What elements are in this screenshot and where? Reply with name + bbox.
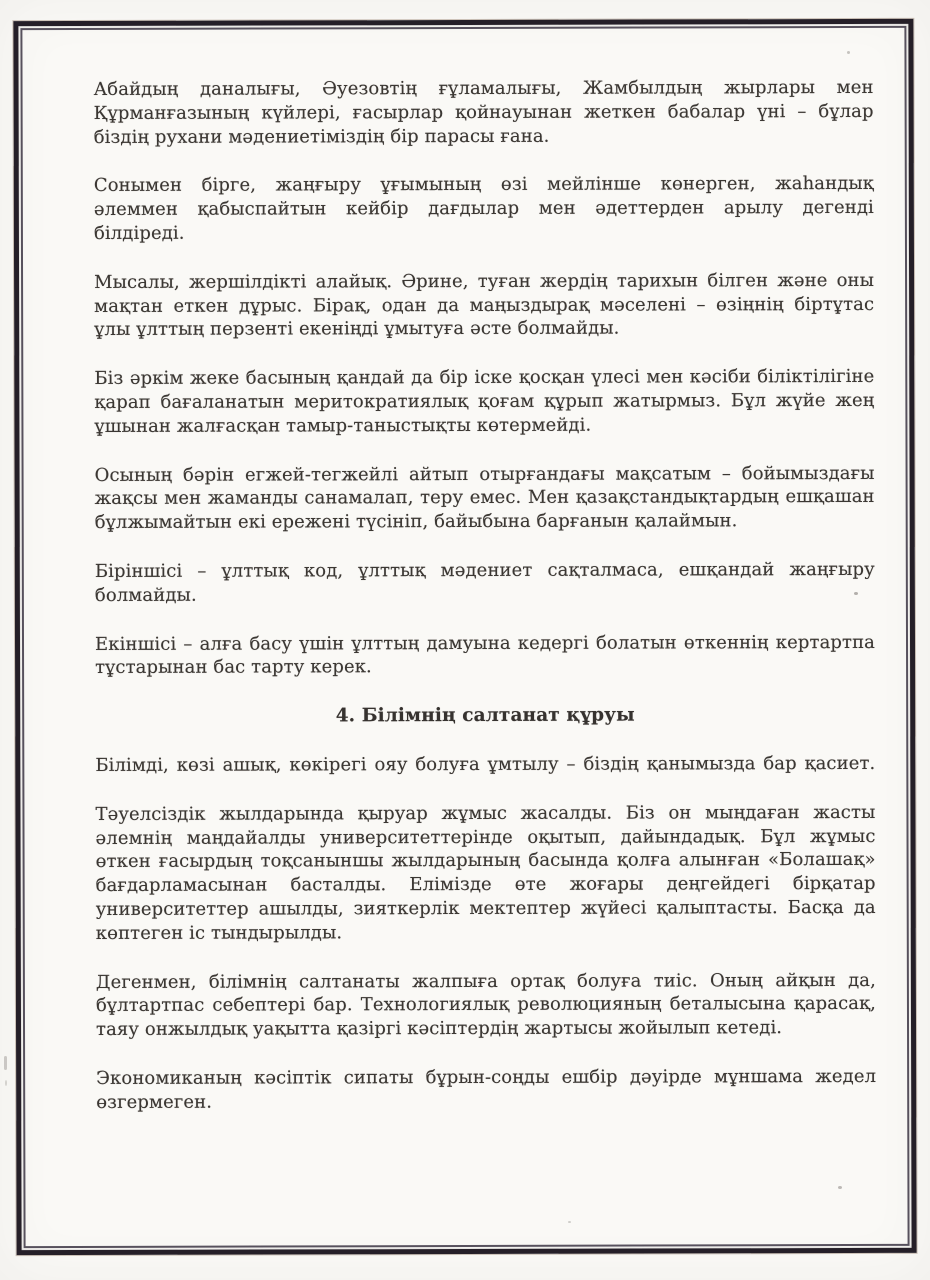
text-line: Құрманғазының күйлері, ғасырлар қойнауынан жеткен бабалар үні – бұлар <box>93 100 874 124</box>
text-line: Мысалы, жершілдікті алайық. Әрине, туған жердің тарихын білген және оны <box>94 269 875 293</box>
text-line: Тәуелсіздік жылдарында қыруар жұмыс жасалды. Біз он мыңдаған жасты <box>95 801 876 825</box>
text-line: Екіншісі – алға басу үшін ұлттың дамуына кедергі болатын өткеннің кертартпа <box>94 631 876 655</box>
text-line: Біріншісі – ұлттық код, ұлттық мәдениет сақталмаса, ешқандай жаңғыру <box>94 558 875 582</box>
text-line: бағдарламасынан басталды. Елімізде өте жоғары деңгейдегі бірқатар <box>95 873 876 897</box>
text-line: мақтан еткен дұрыс. Бірақ, одан да маңыздырақ мәселені – өзіңнің біртұтас <box>94 293 875 317</box>
text-line: көптеген іс тындырылды. <box>95 922 343 944</box>
paragraph <box>94 365 874 438</box>
text-line: университеттер ашылды, зияткерлік мектептер жүйесі қалыптасты. Басқа да <box>95 896 876 920</box>
text-line: бұлжымайтын екі ережені түсініп, байыбына барғанын қалаймын. <box>94 510 738 534</box>
text-line: әлеммен қабыспайтын кейбір дағдылар мен әдеттерден арылу дегенді <box>93 197 874 221</box>
text-line: өзгермеген. <box>96 1091 213 1113</box>
text-line: өткен ғасырдың тоқсаныншы жылдарының басында қолға алынған «Болашақ» <box>95 849 876 873</box>
paragraph <box>95 801 875 946</box>
paragraph <box>95 461 875 534</box>
text-line: таяу онжылдық уақытта қазіргі кәсіптердің жартысы жойылып кетеді. <box>95 1017 783 1041</box>
section-heading: 4. Білімнің салтанат құруы <box>335 704 635 727</box>
paragraph <box>94 76 874 149</box>
text-line: білдіреді. <box>93 222 185 244</box>
text-line: Білімді, көзі ашық, көкірегі ояу болуға ұмтылу – біздің қанымызда бар қасиет. <box>95 752 876 776</box>
text-line: Біз әркім жеке басының қандай да бір іске қосқан үлесі мен кәсіби біліктілігіне <box>94 366 875 390</box>
text-line: Дегенмен, білімнің салтанаты жалпыға ортақ болуға тиіс. Оның айқын да, <box>95 969 876 993</box>
document-text-block <box>94 76 877 1140</box>
paragraph <box>95 752 875 778</box>
paragraph <box>94 172 874 245</box>
text-line: қарап бағаланатын меритократиялық қоғам құрып жатырмыз. Бұл жүйе жең <box>94 389 875 413</box>
text-line: жақсы мен жаманды санамалап, теру емес. Мен қазақстандықтардың ешқашан <box>94 486 875 510</box>
text-line: Сонымен бірге, жаңғыру ұғымының өзі мейлінше көнерген, жаһандық <box>93 173 874 197</box>
paragraph <box>95 630 875 680</box>
text-line: Экономиканың кәсіптік сипаты бұрын-соңды ешбір дәуірде мұншама жедел <box>96 1065 877 1089</box>
text-line: болмайды. <box>94 584 197 606</box>
text-line: ұлы ұлттың перзенті екеніңді ұмытуға әсте болмайды. <box>94 317 620 341</box>
text-line: біздің рухани мәдениетіміздің бір парасы ғана. <box>93 125 550 148</box>
paragraph <box>96 1065 876 1115</box>
paragraph <box>95 558 875 608</box>
paragraph <box>96 968 876 1041</box>
text-line: Абайдың даналығы, Әуезовтің ғұламалығы, Жамбылдың жырлары мен <box>93 76 874 100</box>
text-line: әлемнің маңдайалды университеттерінде оқытып, дайындадық. Бұл жұмыс <box>95 825 876 849</box>
text-line: Осының бәрін егжей-тегжейлі айтып отырғандағы мақсатым – бойымыздағы <box>94 462 875 486</box>
text-line: бұлтартпас себептері бар. Технологиялық революцияның беталысына қарасақ, <box>95 993 876 1017</box>
text-line: ұшынан жалғасқан тамыр-таныстықты көтермейді. <box>94 414 592 437</box>
paragraph <box>94 269 874 342</box>
text-line: тұстарынан бас тарту керек. <box>95 656 372 679</box>
